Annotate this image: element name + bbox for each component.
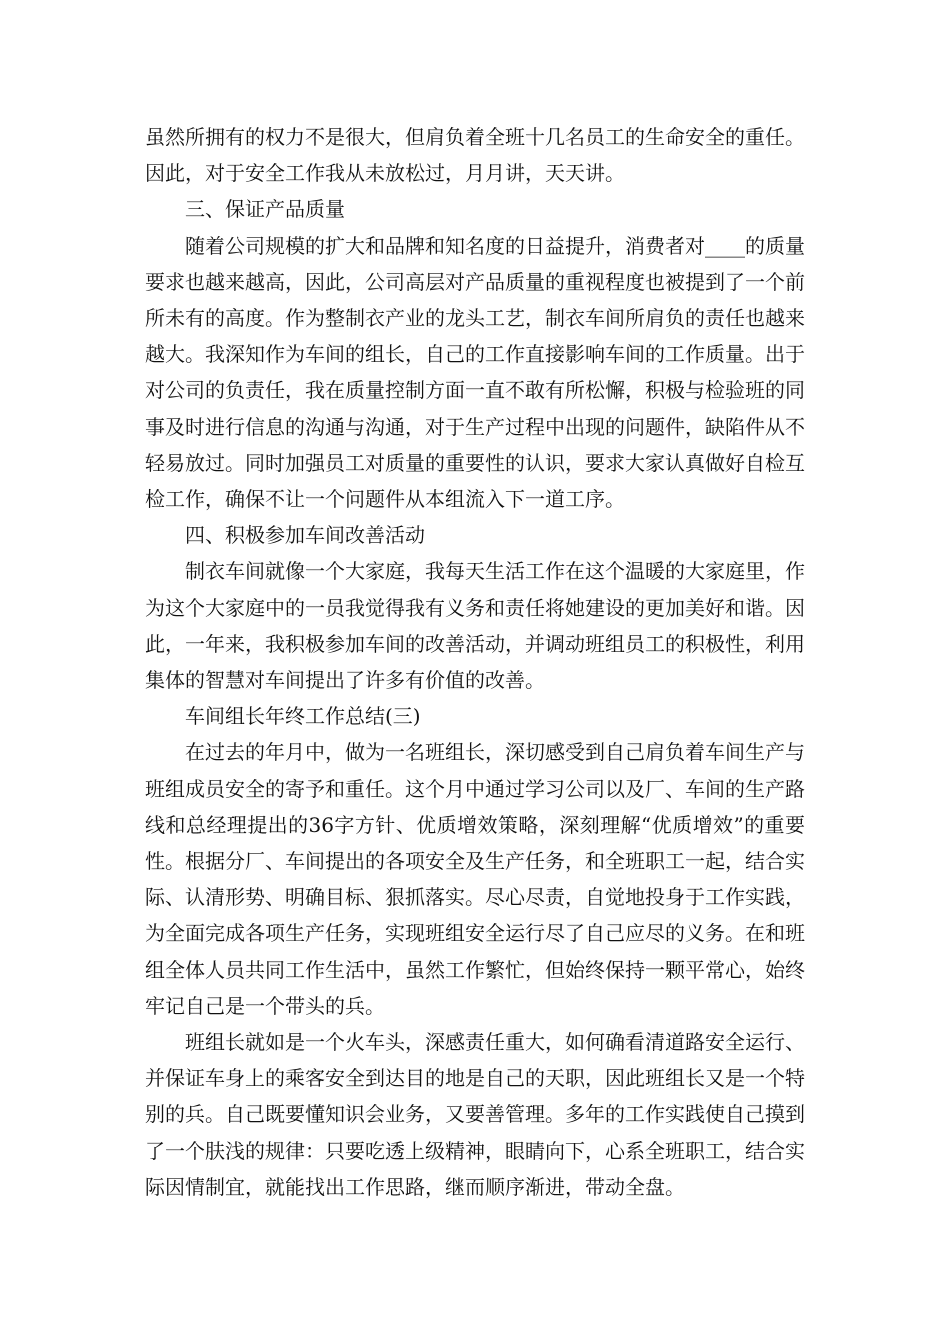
paragraph-product-quality: 随着公司规模的扩大和品牌和知名度的日益提升，消费者对____的质量要求也越来越高，因此，公司高层对产品质量的重视程度也被提到了一个前所未有的高度。作为整制衣产业的龙头工艺，制衣车间所肩负的责任也越来越大。我深知作为车间的组长，自己的工作直接影响车间的工作质量。出于对公司的负责任，我在质量控制方面一直不敢有所松懈，积极与检验班的同事及时进行信息的沟通与沟通，对于生产过程中出现的问题件，缺陷件从不轻易放过。同时加强员工对质量的重要性的认识，要求大家认真做好自检互检工作，确保不让一个问题件从本组流入下一道工序。 [145,233,805,512]
paragraph-improvement-activities: 制衣车间就像一个大家庭，我每天生活工作在这个温暖的大家庭里，作为这个大家庭中的一员我觉得我有义务和责任将她建设的更加美好和谐。因此，一年来，我积极参加车间的改善活动，并调动班组员工的积极性，利用集体的智慧对车间提出了许多有价值的改善。 [145,559,805,693]
paragraph-team-leader-locomotive: 班组长就如是一个火车头，深感责任重大，如何确看清道路安全运行、并保证车身上的乘客安全到达目的地是自己的天职，因此班组长又是一个特别的兵。自己既要懂知识会业务，又要善管理。多年的工作实践使自己摸到了一个肤浅的规律：只要吃透上级精神，眼睛向下，心系全班职工，结合实际因情制宜，就能找出工作思路，继而顺序渐进，带动全盘。 [145,1030,805,1199]
section-heading-product-quality: 三、保证产品质量 [185,197,345,222]
section-heading-improvement-activities: 四、积极参加车间改善活动 [185,523,425,548]
document-subtitle-summary-three: 车间组长年终工作总结(三) [185,704,421,729]
paragraph-team-leader-duty: 在过去的年月中，做为一名班组长，深切感受到自己肩负着车间生产与班组成员安全的寄予和重任。这个月中通过学习公司以及厂、车间的生产路线和总经理提出的36字方针、优质增效策略，深刻理解“优质增效”的重要性。根据分厂、车间提出的各项安全及生产任务，和全班职工一起，结合实际、认清形势、明确目标、狠抓落实。尽心尽责，自觉地投身于工作实践，为全面完成各项生产任务，实现班组安全运行尽了自己应尽的义务。在和班组全体人员共同工作生活中，虽然工作繁忙，但始终保持一颗平常心，始终牢记自己是一个带头的兵。 [145,740,805,1018]
document-body [145,119,805,1205]
paragraph-safety-continued: 虽然所拥有的权力不是很大，但肩负着全班十几名员工的生命安全的重任。因此，对于安全工作我从未放松过，月月讲，天天讲。 [145,125,805,186]
